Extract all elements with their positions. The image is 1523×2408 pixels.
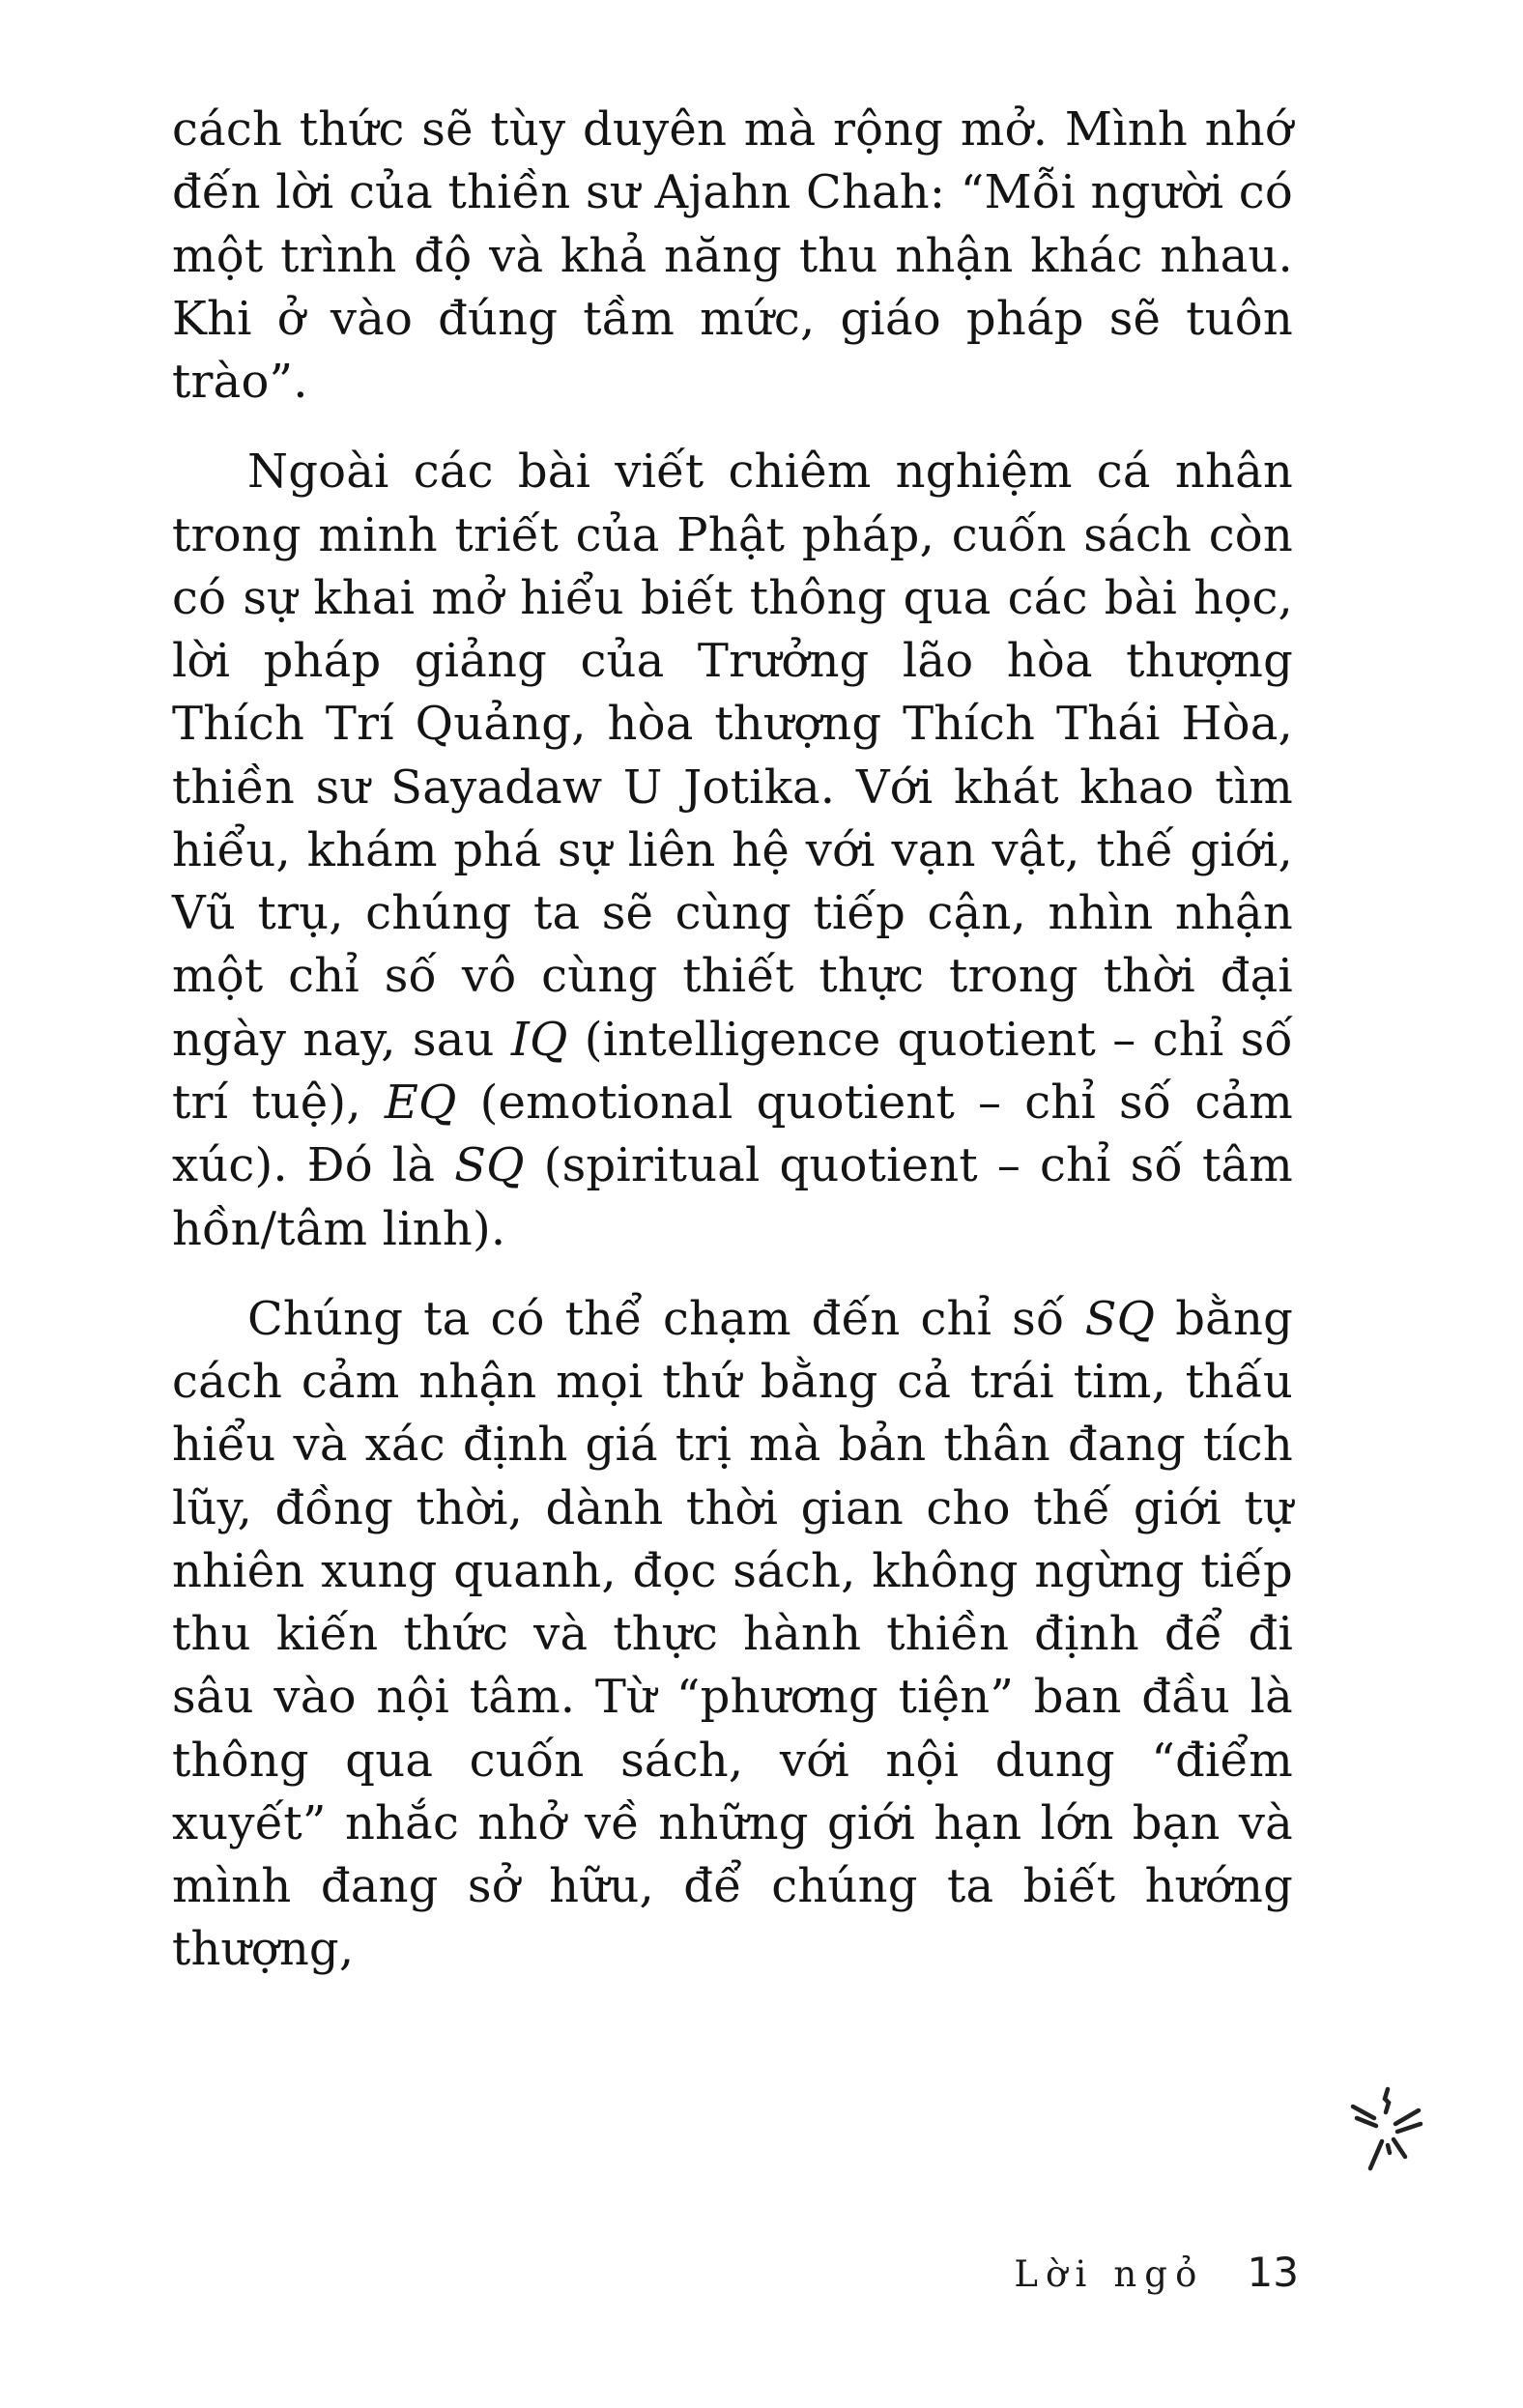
- page-text: [172, 99, 1293, 1982]
- section-label: Lời ngỏ: [1014, 2253, 1205, 2295]
- paragraph: Chúng ta có thể chạm đến chỉ số SQ bằng cách cảm nhận mọi thứ bằng cả trái tim, thấu hiểu và xác định giá trị mà bản thân đang tích lũy, đồng thời, dành thời gian cho thế giới tự nhiên xung quanh, đọc sách, không ngừng tiếp thu kiến thức và thực hành thiền định để đi sâu vào nội tâm. Từ “phương tiện” ban đầu là thông qua cuốn sách, với nội dung “điểm xuyết” nhắc nhở về những giới hạn lớn bạn và mình đang sở hữu, để chúng ta biết hướng thượng,: [172, 1291, 1293, 1977]
- paragraph: cách thức sẽ tùy duyên mà rộng mở. Mình nhớ đến lời của thiền sư Ajahn Chah: “Mỗi người có một trình độ và khả năng thu nhận khác nhau. Khi ở vào đúng tầm mức, giáo pháp sẽ tuôn trào”.: [172, 102, 1293, 410]
- sparkle-icon: [1345, 2083, 1426, 2184]
- page-number: 13: [1247, 2249, 1299, 2296]
- page-footer: [1014, 2249, 1299, 2296]
- paragraph: Ngoài các bài viết chiêm nghiệm cá nhân trong minh triết của Phật pháp, cuốn sách còn có sự khai mở hiểu biết thông qua các bài học, lời pháp giảng của Trưởng lão hòa thượng Thích Trí Quảng, hòa thượng Thích Thái Hòa, thiền sư Sayadaw U Jotika. Với khát khao tìm hiểu, khám phá sự liên hệ với vạn vật, thế giới, Vũ trụ, chúng ta sẽ cùng tiếp cận, nhìn nhận một chỉ số vô cùng thiết thực trong thời đại ngày nay, sau IQ (intelligence quotient – chỉ số trí tuệ), EQ (emotional quotient – chỉ số cảm xúc). Đó là SQ (spiritual quotient – chỉ số tâm hồn/tâm linh).: [172, 444, 1293, 1256]
